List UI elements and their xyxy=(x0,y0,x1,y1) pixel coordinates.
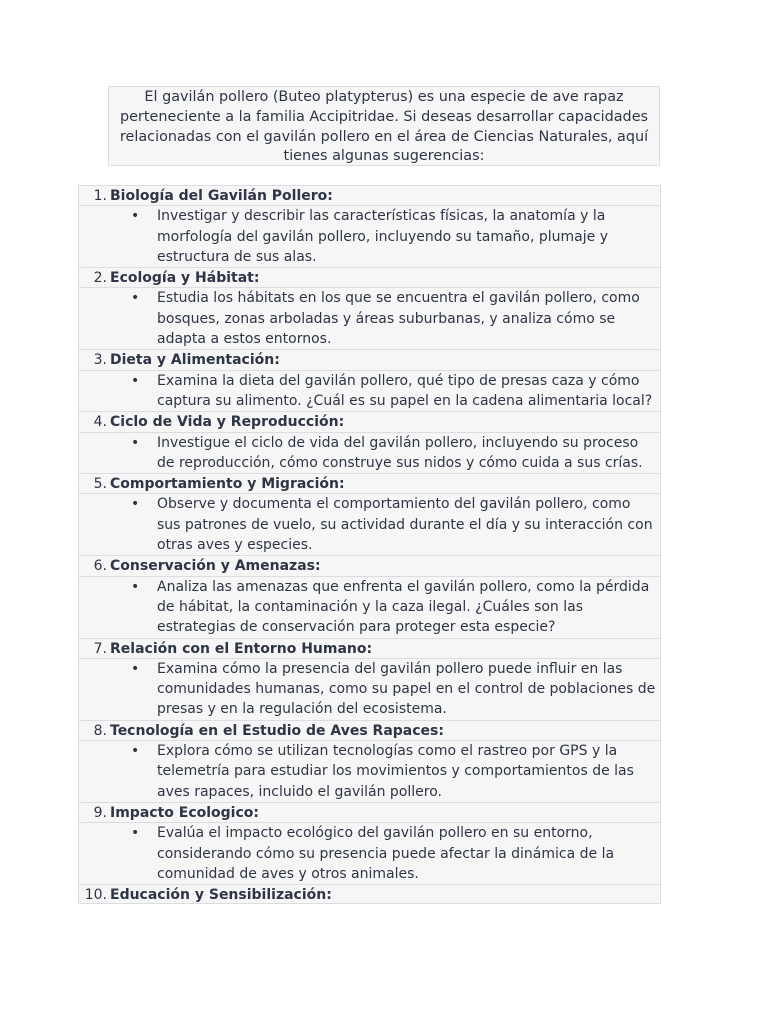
item-heading xyxy=(78,555,661,575)
item-description-text: Examina cómo la presencia del gavilán pollero puede influir en las comunidades humanas, como su papel en el control de poblaciones de presas y en la regulación del ecosistema. xyxy=(157,660,656,718)
item-description xyxy=(78,822,661,884)
item-title: Conservación y Amenazas: xyxy=(110,558,321,575)
item-description-text: Investigue el ciclo de vida del gavilán pollero, incluyendo su proceso de reproducción, cómo construye sus nidos y cómo cuida a sus crías. xyxy=(157,434,643,471)
item-description-text: Explora cómo se utilizan tecnologías como el rastreo por GPS y la telemetría para estudiar los movimientos y comportamientos de las aves rapaces, incluido el gavilán pollero. xyxy=(157,743,634,800)
item-title: Impacto Ecologico: xyxy=(110,804,259,821)
item-description-text: Evalúa el impacto ecológico del gavilán pollero en su entorno, considerando cómo su presencia puede afectar la dinámica de la comunidad de aves y otros animales. xyxy=(157,825,615,882)
list-item xyxy=(78,720,661,802)
item-title: Tecnología en el Estudio de Aves Rapaces: xyxy=(110,722,444,739)
item-heading xyxy=(78,411,661,431)
item-description xyxy=(78,287,661,349)
bullet-icon: • xyxy=(131,372,140,389)
item-description-text: Examina la dieta del gavilán pollero, qué tipo de presas caza y cómo captura su alimento. ¿Cuál es su papel en la cadena alimentaria local? xyxy=(157,372,653,409)
item-description xyxy=(78,205,661,267)
list-item xyxy=(78,411,661,473)
item-title: Comportamiento y Migración: xyxy=(110,476,345,493)
list-item xyxy=(78,267,661,349)
item-number: 6. xyxy=(93,558,107,575)
intro-paragraph: El gavilán pollero (Buteo platypterus) es una especie de ave rapaz perteneciente a la familia Accipitridae. Si deseas desarrollar capacidades relacionadas con el gavilán pollero en el área de Ciencias Naturales, aquí tienes algunas sugerencias: xyxy=(108,86,660,166)
item-description xyxy=(78,658,661,720)
bullet-icon: • xyxy=(131,208,140,225)
item-number: 5. xyxy=(93,476,107,493)
item-number: 8. xyxy=(93,722,107,739)
item-heading xyxy=(78,473,661,493)
bullet-icon: • xyxy=(131,660,140,677)
list-item xyxy=(78,473,661,555)
item-title: Ciclo de Vida y Reproducción: xyxy=(110,414,345,431)
item-description-text: Investigar y describir las características físicas, la anatomía y la morfología del gavilán pollero, incluyendo su tamaño, plumaje y estructura de sus alas. xyxy=(157,208,608,265)
item-description-text: Analiza las amenazas que enfrenta el gavilán pollero, como la pérdida de hábitat, la contaminación y la caza ilegal. ¿Cuáles son las estrategias de conservación para proteger esta especie? xyxy=(157,578,650,636)
list-item xyxy=(78,185,661,267)
item-number: 4. xyxy=(93,414,107,431)
item-number: 10. xyxy=(84,887,107,904)
item-title: Biología del Gavilán Pollero: xyxy=(110,188,333,204)
bullet-icon: • xyxy=(131,825,140,842)
item-title: Ecología y Hábitat: xyxy=(110,270,260,287)
item-heading xyxy=(78,638,661,658)
bullet-icon: • xyxy=(131,578,140,595)
item-number: 2. xyxy=(93,270,107,287)
item-number: 9. xyxy=(93,804,107,821)
item-heading xyxy=(78,802,661,822)
item-description xyxy=(78,493,661,555)
item-number: 3. xyxy=(93,352,107,369)
item-description xyxy=(78,576,661,638)
list-item xyxy=(78,349,661,411)
item-heading xyxy=(78,267,661,287)
item-heading xyxy=(78,720,661,740)
item-heading xyxy=(78,349,661,369)
bullet-icon: • xyxy=(131,434,140,451)
bullet-icon: • xyxy=(131,743,140,760)
item-heading xyxy=(78,884,661,904)
list-item xyxy=(78,555,661,637)
item-description xyxy=(78,740,661,802)
item-title: Relación con el Entorno Humano: xyxy=(110,640,373,657)
suggestions-list xyxy=(78,185,661,904)
item-heading xyxy=(78,185,661,205)
item-title: Dieta y Alimentación: xyxy=(110,352,280,369)
item-title: Educación y Sensibilización: xyxy=(110,887,332,904)
item-number: 7. xyxy=(93,640,107,657)
list-item xyxy=(78,638,661,720)
list-item xyxy=(78,884,661,904)
bullet-icon: • xyxy=(131,496,140,513)
list-item xyxy=(78,802,661,884)
item-number: 1. xyxy=(93,188,107,204)
item-description xyxy=(78,432,661,474)
bullet-icon: • xyxy=(131,290,140,307)
item-description-text: Estudia los hábitats en los que se encuentra el gavilán pollero, como bosques, zonas arboladas y áreas suburbanas, y analiza cómo se adapta a estos entornos. xyxy=(157,290,640,348)
item-description-text: Observe y documenta el comportamiento del gavilán pollero, como sus patrones de vuelo, su actividad durante el día y su interacción con otras aves y especies. xyxy=(157,496,653,554)
item-description xyxy=(78,370,661,412)
